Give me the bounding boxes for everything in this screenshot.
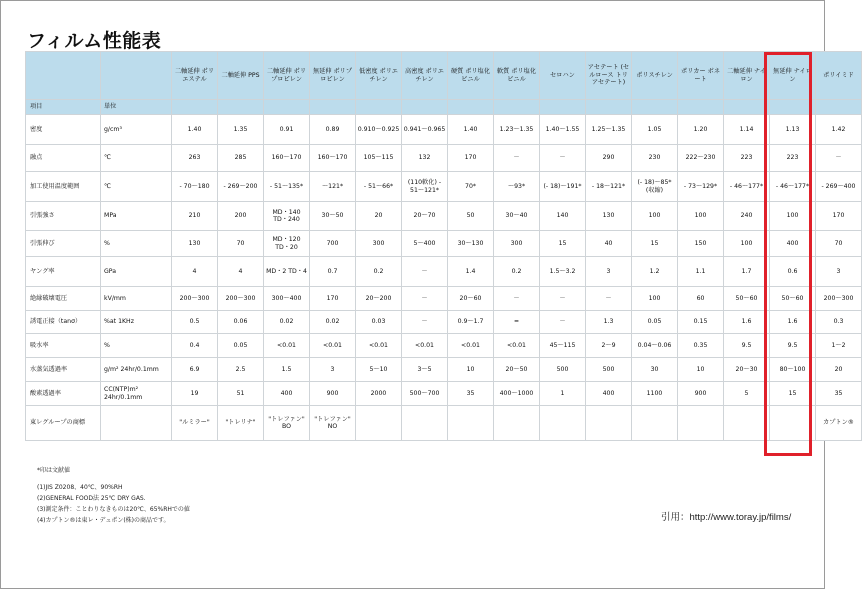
table-cell: 2000	[356, 382, 402, 406]
table-cell	[494, 406, 540, 441]
table-cell: 1.35	[218, 115, 264, 145]
table-cell: 50	[448, 202, 494, 231]
table-cell: 0.04～0.06	[632, 334, 678, 358]
table-cell: 45～115	[540, 334, 586, 358]
table-cell: 1.3	[586, 311, 632, 334]
table-cell: 20～60	[448, 287, 494, 311]
table-cell: 5～10	[356, 358, 402, 382]
row-unit: MPa	[101, 202, 172, 231]
table-cell: 0.941～0.965	[402, 115, 448, 145]
table-cell: 2～9	[586, 334, 632, 358]
column-header: 低密度 ポリエチレン	[356, 52, 402, 100]
table-cell: 222～230	[678, 145, 724, 172]
table-cell: 9.5	[770, 334, 816, 358]
table-cell: 10	[448, 358, 494, 382]
table-cell: 5	[724, 382, 770, 406]
table-cell: 1～2	[816, 334, 862, 358]
table-cell: 1.13	[770, 115, 816, 145]
table-cell: <0.01	[402, 334, 448, 358]
table-cell: －	[540, 311, 586, 334]
unit-header-cell: 単位	[101, 100, 172, 115]
table-cell: 0.9～1.7	[448, 311, 494, 334]
table-cell: 9.5	[724, 334, 770, 358]
table-cell: カプトン®	[816, 406, 862, 441]
subheader-empty-cell	[448, 100, 494, 115]
table-cell: - 269～400	[816, 172, 862, 202]
table-cell: 1.20	[678, 115, 724, 145]
subheader-empty-cell	[356, 100, 402, 115]
table-cell: 1.5～3.2	[540, 257, 586, 287]
note-item: (3)測定条件：ことわりなきものは20℃、65%RHでの値	[37, 506, 190, 513]
subheader-empty-cell	[816, 100, 862, 115]
column-header: 二軸延伸 ポリプロピレン	[264, 52, 310, 100]
row-label: 酸素透過率	[26, 382, 101, 406]
table-cell: 6.9	[172, 358, 218, 382]
note-item: (1)JIS Z0208、40℃、90%RH	[37, 484, 123, 491]
table-cell: 105～115	[356, 145, 402, 172]
table-cell: 0.89	[310, 115, 356, 145]
row-label: 東レグループの商標	[26, 406, 101, 441]
table-cell: 20～30	[724, 358, 770, 382]
table-cell: MD・140 TD・240	[264, 202, 310, 231]
row-unit: ℃	[101, 145, 172, 172]
subheader-empty-cell	[678, 100, 724, 115]
table-cell: 130	[586, 202, 632, 231]
column-header: 二軸延伸 PPS	[218, 52, 264, 100]
table-cell: 240	[724, 202, 770, 231]
table-cell: 1	[540, 382, 586, 406]
table-cell: 15	[540, 231, 586, 257]
table-cell: 170	[448, 145, 494, 172]
table-cell: 19	[172, 382, 218, 406]
table-cell	[448, 406, 494, 441]
table-cell: 223	[724, 145, 770, 172]
table-cell: - 46～177*	[770, 172, 816, 202]
row-unit: ℃	[101, 172, 172, 202]
table-row	[26, 334, 862, 358]
table-cell: ～93*	[494, 172, 540, 202]
table-cell: 0.02	[264, 311, 310, 334]
table-cell: 1.42	[816, 115, 862, 145]
table-cell: ～121*	[310, 172, 356, 202]
table-cell: 40	[586, 231, 632, 257]
table-cell: 0.91	[264, 115, 310, 145]
table-cell: 0.35	[678, 334, 724, 358]
table-row	[26, 382, 862, 406]
table-cell: －	[540, 145, 586, 172]
table-cell: 0.4	[172, 334, 218, 358]
table-cell: 150	[678, 231, 724, 257]
table-cell: 3～5	[402, 358, 448, 382]
column-header: アセテート (セルロース トリアセテート)	[586, 52, 632, 100]
row-label: 引張強さ	[26, 202, 101, 231]
table-cell: 230	[632, 145, 678, 172]
table-row	[26, 358, 862, 382]
row-label: 引張伸び	[26, 231, 101, 257]
table-cell: 200～300	[218, 287, 264, 311]
table-cell: <0.01	[494, 334, 540, 358]
table-cell: 400	[586, 382, 632, 406]
table-cell: <0.01	[448, 334, 494, 358]
column-header: 硬質 ポリ塩化ビニル	[448, 52, 494, 100]
table-cell: 1100	[632, 382, 678, 406]
table-cell: 100	[632, 287, 678, 311]
table-cell: - 73～129*	[678, 172, 724, 202]
table-cell: 140	[540, 202, 586, 231]
subheader-empty-cell	[632, 100, 678, 115]
column-header: ポリスチレン	[632, 52, 678, 100]
table-cell	[678, 406, 724, 441]
column-header: セロハン	[540, 52, 586, 100]
table-cell: 0.7	[310, 257, 356, 287]
row-unit: %	[101, 334, 172, 358]
table-cell: 0.2	[494, 257, 540, 287]
note-item: (4)カプトン®は東レ・デュポン(株)の商品です。	[37, 517, 170, 524]
table-row	[26, 311, 862, 334]
subheader-empty-cell	[770, 100, 816, 115]
row-unit: g/cm³	[101, 115, 172, 145]
table-cell: －	[402, 257, 448, 287]
table-cell: <0.01	[356, 334, 402, 358]
table-cell: 300～400	[264, 287, 310, 311]
table-cell: 0.03	[356, 311, 402, 334]
column-header: 高密度 ポリエチレン	[402, 52, 448, 100]
table-cell: 900	[678, 382, 724, 406]
film-performance-table	[25, 51, 862, 441]
table-cell: 263	[172, 145, 218, 172]
table-cell: 400～1000	[494, 382, 540, 406]
table-row	[26, 202, 862, 231]
table-cell: 30～130	[448, 231, 494, 257]
row-unit	[101, 406, 172, 441]
table-cell: 160～170	[264, 145, 310, 172]
item-header-cell: 項目	[26, 100, 101, 115]
table-cell	[770, 406, 816, 441]
table-cell: (110軟化) - 51～121*	[402, 172, 448, 202]
table-cell: 0.910～0.925	[356, 115, 402, 145]
table-cell: 1.25～1.35	[586, 115, 632, 145]
row-label: 吸水率	[26, 334, 101, 358]
row-label: 誘電正接（tanσ）	[26, 311, 101, 334]
table-cell: 50～60	[770, 287, 816, 311]
table-body	[26, 100, 862, 441]
table-cell: 3	[586, 257, 632, 287]
table-cell: 70	[816, 231, 862, 257]
table-cell: "ルミラー"	[172, 406, 218, 441]
table-cell: －	[402, 287, 448, 311]
table-cell: "トレファン" NO	[310, 406, 356, 441]
table-cell	[540, 406, 586, 441]
column-header: ポリイミド	[816, 52, 862, 100]
table-cell: 0.6	[770, 257, 816, 287]
table-row	[26, 257, 862, 287]
table-cell: 300	[356, 231, 402, 257]
table-cell: "トレファン" BO	[264, 406, 310, 441]
row-label: 密度	[26, 115, 101, 145]
header-corner-cell	[101, 52, 172, 100]
table-cell: －	[494, 287, 540, 311]
table-cell	[356, 406, 402, 441]
table-cell: 290	[586, 145, 632, 172]
table-cell: 15	[770, 382, 816, 406]
row-label: 絶縁破壊電圧	[26, 287, 101, 311]
table-cell: 1.6	[724, 311, 770, 334]
table-cell: MD・2 TD・4	[264, 257, 310, 287]
column-header: 二軸延伸 ナイロン	[724, 52, 770, 100]
table-cell: 100	[678, 202, 724, 231]
table-cell: 500	[540, 358, 586, 382]
table-cell: 2.5	[218, 358, 264, 382]
table-cell: 0.05	[632, 311, 678, 334]
table-cell: 900	[310, 382, 356, 406]
table-cell: 500	[586, 358, 632, 382]
subheader-empty-cell	[310, 100, 356, 115]
table-cell: 1.5	[264, 358, 310, 382]
table-cell: 3	[816, 257, 862, 287]
table-cell: －	[540, 287, 586, 311]
table-cell: - 18～121*	[586, 172, 632, 202]
asterisk-note: *印は文献値	[37, 467, 71, 474]
table-row	[26, 406, 862, 441]
table-cell: 20	[356, 202, 402, 231]
table-cell: 30～50	[310, 202, 356, 231]
table-cell: 70*	[448, 172, 494, 202]
subheader-empty-cell	[540, 100, 586, 115]
table-cell: 1.05	[632, 115, 678, 145]
table-cell	[402, 406, 448, 441]
table-header-row	[26, 52, 862, 100]
subheader-empty-cell	[402, 100, 448, 115]
table-cell: 15	[632, 231, 678, 257]
table-cell: 0.05	[218, 334, 264, 358]
table-cell: 500～700	[402, 382, 448, 406]
table-cell: - 70～180	[172, 172, 218, 202]
table-cell: <0.01	[310, 334, 356, 358]
table-cell: 700	[310, 231, 356, 257]
column-header: 二軸延伸 ポリエステル	[172, 52, 218, 100]
table-cell: 0.2	[356, 257, 402, 287]
table-cell: 100	[770, 202, 816, 231]
table-cell: 70	[218, 231, 264, 257]
table-cell: 0.3	[816, 311, 862, 334]
table-cell: 200～300	[816, 287, 862, 311]
table-cell	[632, 406, 678, 441]
table-cell: MD・120 TD・20	[264, 231, 310, 257]
table-cell: 0.5	[172, 311, 218, 334]
table-cell: (- 18)～85* (収縮)	[632, 172, 678, 202]
table-cell: －	[494, 145, 540, 172]
table-cell: 35	[448, 382, 494, 406]
page-title: フィルム性能表	[27, 30, 162, 52]
table-cell: 30～40	[494, 202, 540, 231]
table-cell: 4	[172, 257, 218, 287]
table-cell: 3	[310, 358, 356, 382]
table-cell: - 46～177*	[724, 172, 770, 202]
table-cell: 0.15	[678, 311, 724, 334]
table-cell: 1.23～1.35	[494, 115, 540, 145]
table-cell: 1.4	[448, 257, 494, 287]
table-cell: 1.7	[724, 257, 770, 287]
table-cell: 20	[816, 358, 862, 382]
table-cell: 210	[172, 202, 218, 231]
subheader-empty-cell	[264, 100, 310, 115]
header-corner-cell	[26, 52, 101, 100]
table-cell: －	[402, 311, 448, 334]
table-cell: 132	[402, 145, 448, 172]
table-row	[26, 231, 862, 257]
note-item: (2)GENERAL FOOD法 25℃ DRY GAS.	[37, 495, 146, 502]
table-cell: 1.6	[770, 311, 816, 334]
table-cell: 60	[678, 287, 724, 311]
table-cell: 200	[218, 202, 264, 231]
column-header: 軟質 ポリ塩化ビニル	[494, 52, 540, 100]
table-row	[26, 172, 862, 202]
table-cell: 100	[632, 202, 678, 231]
table-cell	[724, 406, 770, 441]
table-cell: 35	[816, 382, 862, 406]
table-cell: ━	[494, 311, 540, 334]
table-cell: 4	[218, 257, 264, 287]
table-cell: 51	[218, 382, 264, 406]
table-cell: 0.06	[218, 311, 264, 334]
table-cell: <0.01	[264, 334, 310, 358]
table-cell: 1.40～1.55	[540, 115, 586, 145]
table-cell: 80～100	[770, 358, 816, 382]
table-cell: 1.2	[632, 257, 678, 287]
table-cell: 20～70	[402, 202, 448, 231]
table-cell: 300	[494, 231, 540, 257]
column-header: 無延伸 ナイロン	[770, 52, 816, 100]
column-header: ポリカー ボネート	[678, 52, 724, 100]
subheader-empty-cell	[218, 100, 264, 115]
table-cell: 1.1	[678, 257, 724, 287]
table-cell: 170	[816, 202, 862, 231]
table-row	[26, 145, 862, 172]
row-label: ヤング率	[26, 257, 101, 287]
source-citation: 引用：http://www.toray.jp/films/	[661, 512, 792, 523]
table-cell: 400	[264, 382, 310, 406]
column-header: 無延伸 ポリプロピレン	[310, 52, 356, 100]
table-cell: 285	[218, 145, 264, 172]
row-label: 加工使用温度範囲	[26, 172, 101, 202]
table-cell	[586, 406, 632, 441]
table-cell: 100	[724, 231, 770, 257]
subheader-empty-cell	[724, 100, 770, 115]
table-cell: - 269～200	[218, 172, 264, 202]
subheader-empty-cell	[172, 100, 218, 115]
table-cell: 30	[632, 358, 678, 382]
row-unit: kV/mm	[101, 287, 172, 311]
table-cell: 170	[310, 287, 356, 311]
row-label: 水蒸気透過率	[26, 358, 101, 382]
row-unit: %	[101, 231, 172, 257]
table-cell: 160～170	[310, 145, 356, 172]
table-cell: 200～300	[172, 287, 218, 311]
table-cell: －	[586, 287, 632, 311]
table-cell: 10	[678, 358, 724, 382]
table-cell: 400	[770, 231, 816, 257]
table-cell: －	[816, 145, 862, 172]
table-cell: 1.40	[448, 115, 494, 145]
table-row	[26, 115, 862, 145]
row-unit: GPa	[101, 257, 172, 287]
subheader-empty-cell	[586, 100, 632, 115]
table-cell: "トレリナ"	[218, 406, 264, 441]
table-cell: 5～400	[402, 231, 448, 257]
row-unit: CC(NTP)m² 24hr/0.1mm	[101, 382, 172, 406]
table-cell: - 51～66*	[356, 172, 402, 202]
table-cell: (- 18)～191*	[540, 172, 586, 202]
table-cell: 223	[770, 145, 816, 172]
table-cell: 0.02	[310, 311, 356, 334]
table-cell: 1.14	[724, 115, 770, 145]
table-cell: 1.40	[172, 115, 218, 145]
table-cell: 130	[172, 231, 218, 257]
table-row	[26, 287, 862, 311]
table-cell: 20～50	[494, 358, 540, 382]
table-subheader-row	[26, 100, 862, 115]
row-unit: g/m² 24hr/0.1mm	[101, 358, 172, 382]
row-unit: %at 1KHz	[101, 311, 172, 334]
table-cell: 50～60	[724, 287, 770, 311]
row-label: 融点	[26, 145, 101, 172]
table-cell: 20～200	[356, 287, 402, 311]
table-cell: - 51～135*	[264, 172, 310, 202]
subheader-empty-cell	[494, 100, 540, 115]
